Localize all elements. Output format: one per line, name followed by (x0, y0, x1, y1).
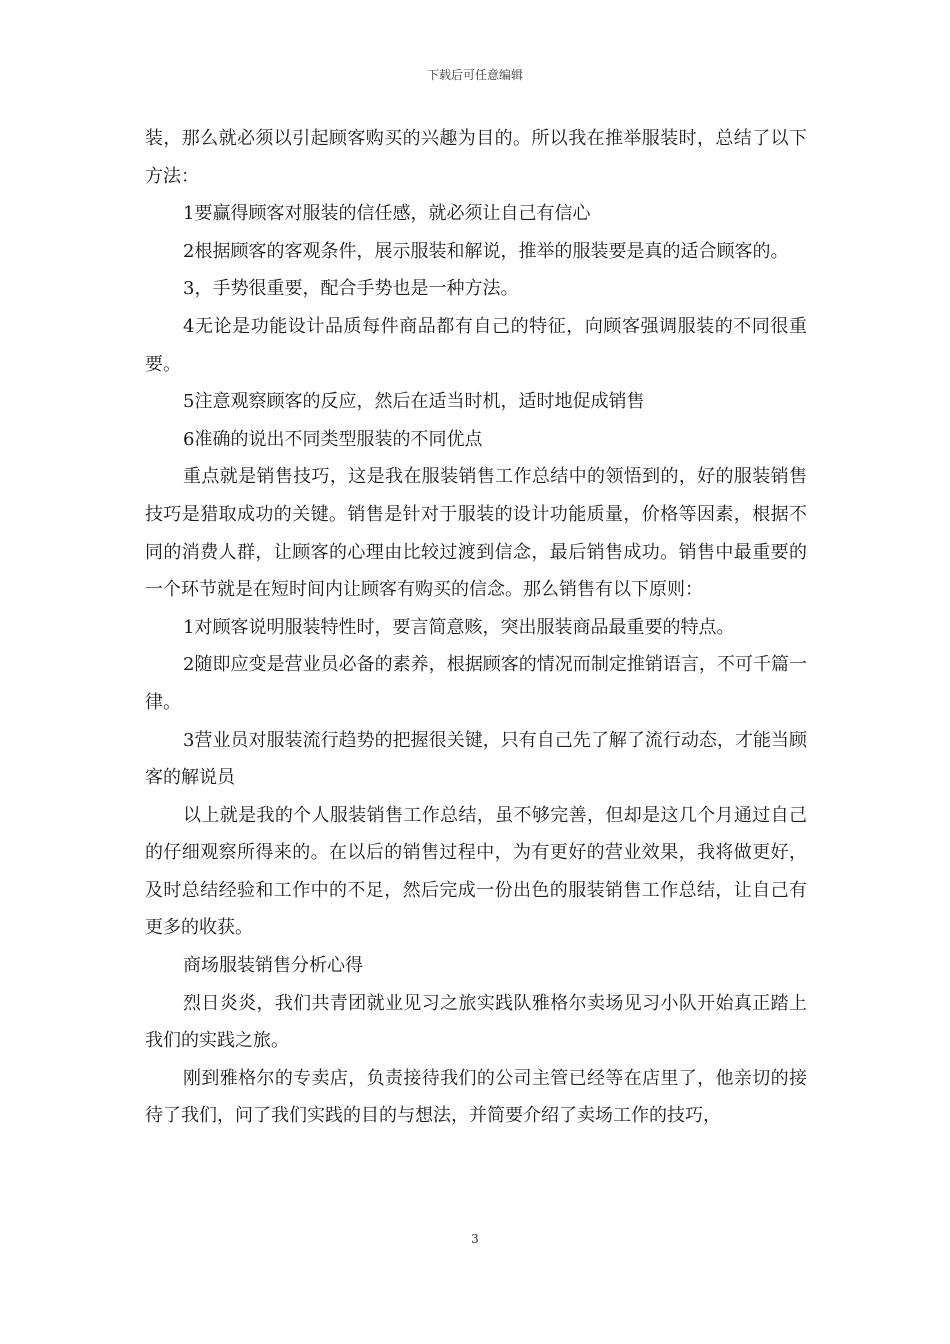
paragraph-12: 以上就是我的个人服装销售工作总结，虽不够完善，但却是这几个月通过自己的仔细观察所得来的。在以后的销售过程中，为有更好的营业效果，我将做更好，及时总结经验和工作中的不足，然后完成一份出色的服装销售工作总结，让自己有更多的收获。 (145, 804, 807, 939)
paragraph-3: 2根据顾客的客观条件，展示服装和解说，推举的服装要是真的适合顾客的。 (183, 240, 789, 262)
page-number: 3 (471, 1232, 479, 1246)
page-header: 下载后可任意编辑 (426, 68, 523, 82)
paragraph-1: 装，那么就必须以引起顾客购买的兴趣为目的。所以我在推举服装时，总结了以下方法： (145, 128, 807, 187)
document-body (145, 120, 807, 1135)
paragraph-6: 5注意观察顾客的反应，然后在适当时机，适时地促成销售 (183, 391, 645, 413)
paragraph-2: 1要赢得顾客对服装的信任感，就必须让自己有信心 (183, 203, 591, 225)
paragraph-4: 3，手势很重要，配合手势也是一种方法。 (183, 278, 519, 300)
section-heading: 商场服装销售分析心得 (183, 955, 363, 977)
paragraph-7: 6准确的说出不同类型服装的不同优点 (183, 428, 483, 450)
paragraph-11: 3营业员对服装流行趋势的把握很关键，只有自己先了解了流行动态，才能当顾客的解说员 (145, 729, 807, 789)
paragraph-15: 刚到雅格尔的专卖店，负责接待我们的公司主管已经等在店里了，他亲切的接待了我们，问了我们实践的目的与想法，并简要介绍了卖场工作的技巧， (145, 1067, 807, 1127)
paragraph-14: 烈日炎炎，我们共青团就业见习之旅实践队雅格尔卖场见习小队开始真正踏上我们的实践之旅。 (145, 992, 807, 1052)
paragraph-9: 1对顾客说明服装特性时，要言简意赅，突出服装商品最重要的特点。 (183, 616, 735, 638)
paragraph-5: 4无论是功能设计品质每件商品都有自己的特征，向顾客强调服装的不同很重要。 (145, 315, 807, 375)
paragraph-10: 2随即应变是营业员必备的素养，根据顾客的情况而制定推销语言，不可千篇一律。 (145, 654, 807, 713)
paragraph-8: 重点就是销售技巧，这是我在服装销售工作总结中的领悟到的，好的服装销售技巧是猎取成功的关键。销售是针对于服装的设计功能质量，价格等因素，根据不同的消费人群，让顾客的心理由比较过渡到信念，最后销售成功。销售中最重要的一个环节就是在短时间内让顾客有购买的信念。那么销售有以下原则： (145, 466, 807, 601)
